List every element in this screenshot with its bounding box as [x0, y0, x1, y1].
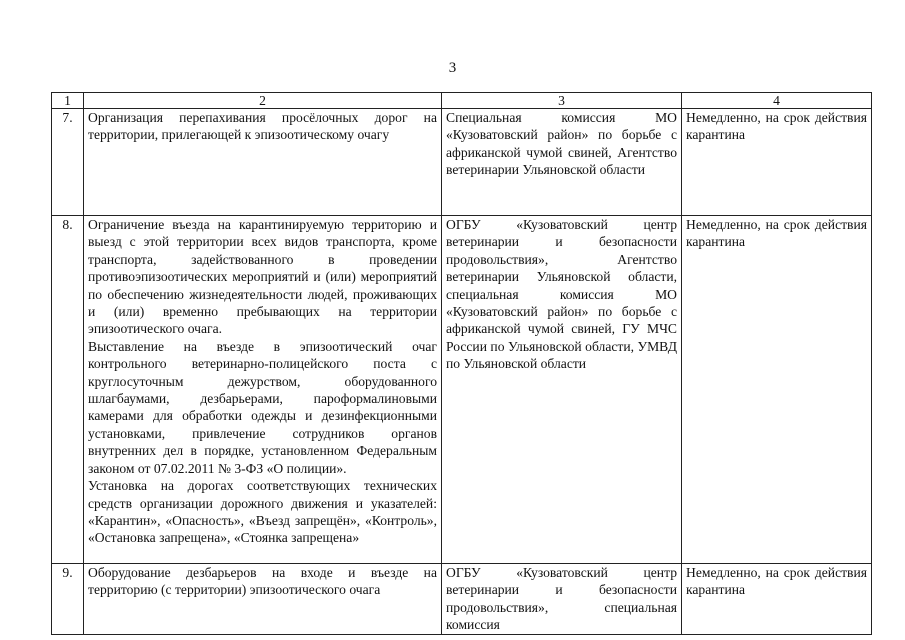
measure-paragraph: Оборудование дезбарьеров на входе и въезде на территорию (с территории) эпизоотического очага: [88, 565, 437, 598]
table-row: [52, 564, 872, 635]
responsible-cell: ОГБУ «Кузоватовский центр ветеринарии и безопасности продовольствия», Агентство ветеринарии Ульяновской области, специальная комиссия МО «Кузоватовский район» по борьбе с африканской чумой свиней, ГУ МЧС России по Ульяновской области, УМВД по Ульяновской области: [442, 216, 682, 564]
responsible-cell: Специальная комиссия МО «Кузоватовский район» по борьбе с африканской чумой свиней, Агентство ветеринарии Ульяновской области: [442, 109, 682, 216]
deadline-cell: Немедленно, на срок действия карантина: [682, 216, 872, 564]
measure-paragraph: Организация перепахивания просёлочных дорог на территории, прилегающей к эпизоотическому очагу: [88, 110, 437, 143]
table-header-row: [52, 93, 872, 109]
column-header-responsible: 3: [442, 93, 682, 109]
row-number: 9.: [52, 564, 84, 635]
column-header-measure: 2: [84, 93, 442, 109]
quarantine-measures-table: [51, 92, 872, 635]
deadline-cell: Немедленно, на срок действия карантина: [682, 109, 872, 216]
page-number: 3: [448, 60, 457, 76]
responsible-cell: ОГБУ «Кузоватовский центр ветеринарии и безопасности продовольствия», специальная комиссия: [442, 564, 682, 635]
table-row: [52, 216, 872, 564]
column-header-deadline: 4: [682, 93, 872, 109]
deadline-cell: Немедленно, на срок действия карантина: [682, 564, 872, 635]
measure-paragraph: Установка на дорогах соответствующих технических средств организации дорожного движения и указателей: «Карантин», «Опасность», «Въезд запрещён», «Контроль», «Остановка запрещена», «Стоянка запрещена»: [88, 478, 437, 546]
table-row: [52, 109, 872, 216]
row-number: 7.: [52, 109, 84, 216]
row-number: 8.: [52, 216, 84, 564]
measure-paragraph: Выставление на въезде в эпизоотический очаг контрольного ветеринарно-полицейского поста с круглосуточным дежурством, оборудованного шлагбаумами, дезбарьерами, пароформалиновыми камерами для обработки одежды и дезинфекционными установками, привлечение сотрудников органов внутренних дел в порядке, установленном Федеральным законом от 07.02.2011 № 3-ФЗ «О полиции».: [88, 338, 437, 476]
measure-cell: [84, 216, 442, 564]
measure-paragraph: Ограничение въезда на карантинируемую территорию и выезд с этой территории всех видов транспорта, кроме транспорта, задействованного в проведении противоэпизоотических мероприятий и (или) мероприятий по обеспечению жизнедеятельности людей, проживающих и (или) временно пребывающих на территории эпизоотического очага.: [88, 217, 437, 337]
measure-cell: [84, 564, 442, 635]
measure-cell: [84, 109, 442, 216]
column-header-number: 1: [52, 93, 84, 109]
